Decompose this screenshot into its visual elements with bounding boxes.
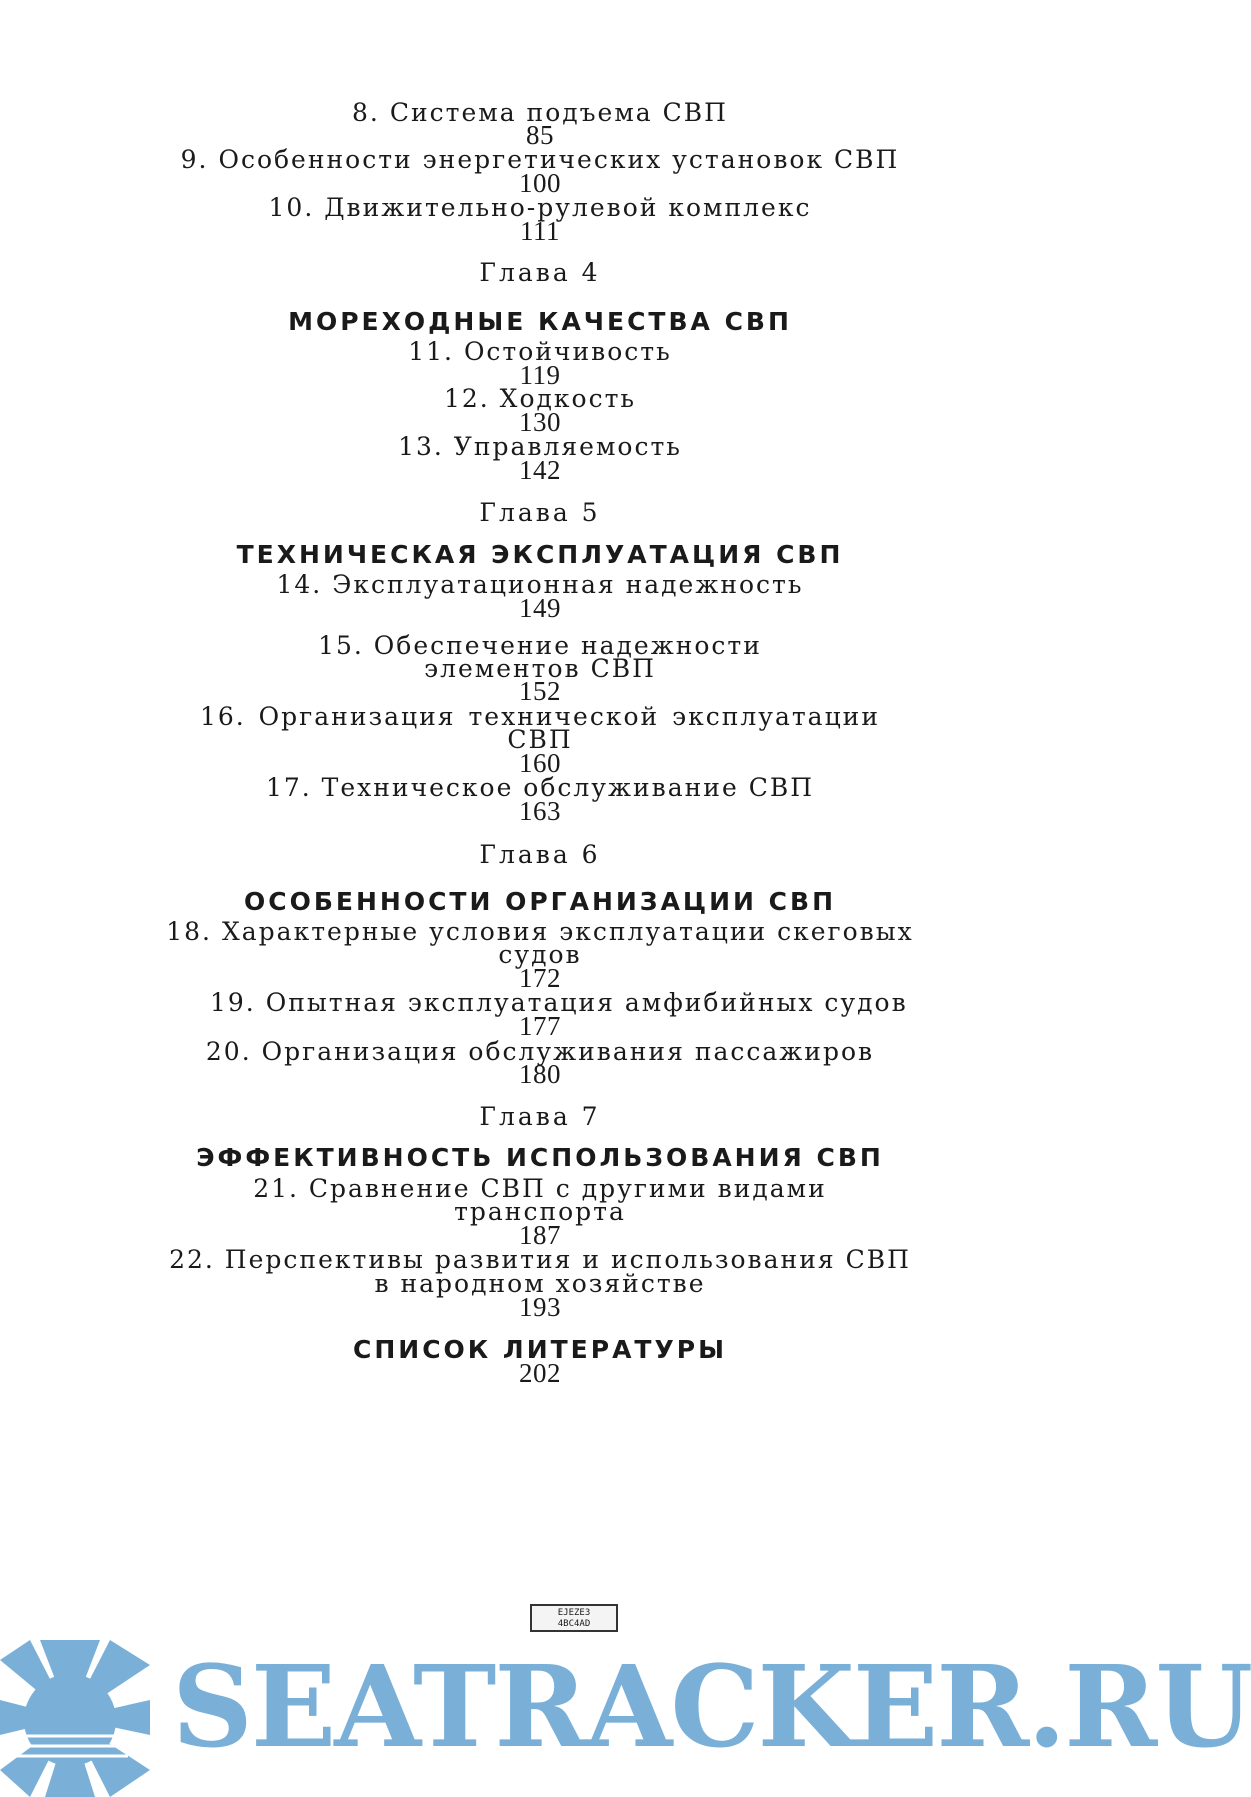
toc-item: 17. Техническое обслуживание СВП (265, 773, 815, 802)
chapter-heading: ОСОБЕННОСТИ ОРГАНИЗАЦИИ СВП (244, 887, 836, 916)
toc-page-number: 130 (519, 407, 561, 437)
toc-item: 11. Остойчивость (408, 337, 672, 366)
bibliography-heading: СПИСОК ЛИТЕРАТУРЫ (353, 1335, 727, 1364)
toc-item: 13. Управляемость (398, 432, 682, 461)
toc-page-number: 85 (526, 120, 554, 150)
toc-item: 10. Движительно-рулевой комплекс (268, 193, 812, 222)
toc-page-number: 177 (519, 1011, 561, 1041)
stamp-line: 4BC4AD (557, 1619, 591, 1629)
chapter-label: Глава 5 (479, 498, 601, 527)
toc-item: 20. Организация обслуживания пассажиров (205, 1037, 875, 1066)
toc-page-number: 119 (519, 360, 561, 390)
chapter-label: Глава 7 (479, 1102, 601, 1131)
toc-item: 22. Перспективы развития и использования СВП (169, 1245, 911, 1274)
stamp-line: EJEZE3 (557, 1608, 591, 1618)
toc-item: 14. Эксплуатационная надежность (276, 570, 804, 599)
toc-item: 9. Особенности энергетических установок СВП (180, 145, 900, 174)
toc-item: 12. Ходкость (443, 384, 637, 413)
toc-item: 21. Сравнение СВП с другими видами (253, 1174, 827, 1203)
toc-item-continuation: элементов СВП (424, 654, 656, 683)
toc-page-number: 172 (519, 963, 561, 993)
toc-item-continuation: в народном хозяйстве (374, 1269, 706, 1298)
toc-page-number: 152 (519, 676, 561, 706)
printer-stamp (530, 1604, 618, 1632)
chapter-label: Глава 6 (479, 840, 601, 869)
toc-item: 8. Система подъема СВП (352, 98, 728, 127)
toc-page-number: 100 (519, 168, 561, 198)
toc-page-number: 180 (519, 1059, 561, 1089)
toc-page-number: 149 (519, 593, 561, 623)
toc-page-number: 187 (519, 1220, 561, 1250)
toc-item-continuation: судов (498, 940, 582, 969)
toc-page-number: 193 (519, 1292, 561, 1322)
chapter-heading: ЭФФЕКТИВНОСТЬ ИСПОЛЬЗОВАНИЯ СВП (196, 1143, 884, 1172)
chapter-heading: МОРЕХОДНЫЕ КАЧЕСТВА СВП (288, 307, 792, 336)
toc-page-number: 142 (519, 455, 561, 485)
toc-item: 15. Обеспечение надежности (318, 631, 762, 660)
toc-page-number: 160 (519, 748, 561, 778)
toc-item: 16. Организация технической эксплуатации (200, 702, 880, 731)
chapter-label: Глава 4 (479, 258, 601, 287)
toc-item-continuation: СВП (507, 725, 573, 754)
watermark-text: SEATRACKER.RU (172, 1642, 1251, 1773)
toc-item: 18. Характерные условия эксплуатации скеговых (166, 917, 914, 946)
toc-page-number: 202 (519, 1358, 561, 1388)
toc-item-continuation: транспорта (454, 1197, 626, 1226)
toc-page-number: 111 (520, 216, 560, 246)
toc-page-number: 163 (519, 796, 561, 826)
toc-item: 19. Опытная эксплуатация амфибийных судов (210, 988, 908, 1017)
chapter-heading: ТЕХНИЧЕСКАЯ ЭКСПЛУАТАЦИЯ СВП (236, 540, 844, 569)
